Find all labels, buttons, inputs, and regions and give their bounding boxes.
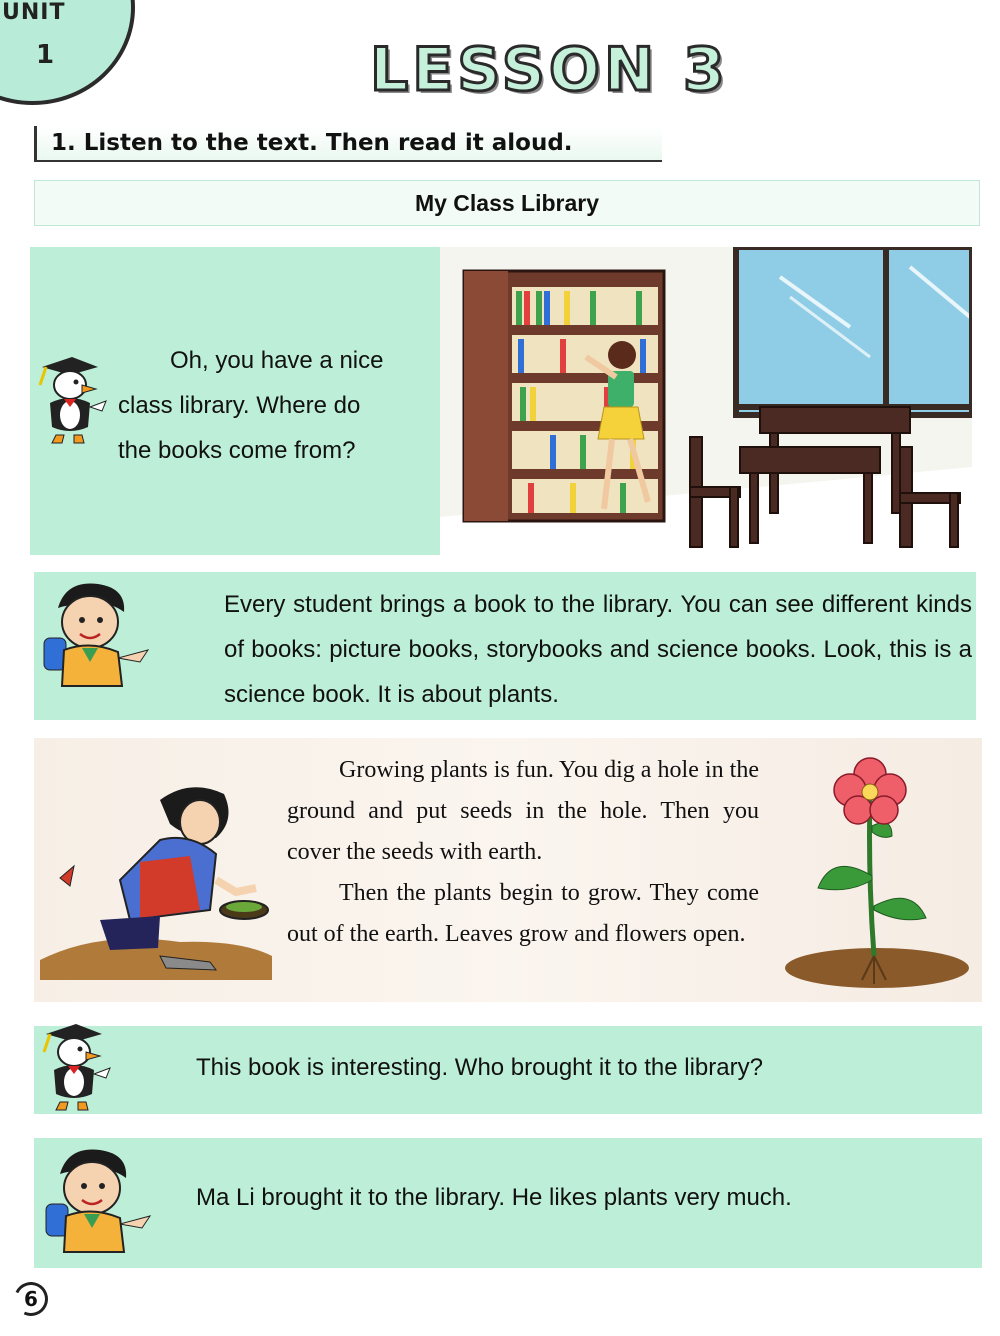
boy-speech-1: [172, 582, 972, 717]
boy-speech-1-text: Every student brings a book to the library. You can see different kinds of books: picture books, storybooks and science books. Look, this is a science book. It is about plants.: [224, 591, 972, 708]
plants-paragraph-1: Growing plants is fun. You dig a hole in the ground and put seeds in the hole. Then you cover the seeds with earth.: [287, 757, 759, 865]
duck-speech-1-line-2: class library. Where do: [118, 392, 361, 419]
unit-number: 1: [36, 40, 55, 70]
flower-icon: [782, 756, 972, 988]
plants-reading-text: [287, 750, 759, 955]
duck-speech-2: This book is interesting. Who brought it to the library?: [196, 1054, 763, 1081]
story-title: My Class Library: [414, 190, 600, 216]
page-number-text: 6: [24, 1287, 38, 1312]
duck-speech-1: [118, 338, 438, 473]
duck-speech-1-line-1: Oh, you have a nice: [170, 347, 384, 374]
instruction-bar: [34, 126, 662, 162]
unit-label: UNIT: [2, 0, 66, 25]
library-scene-drawing: [440, 247, 972, 552]
duck-speech-1-line-3: the books come from?: [118, 437, 356, 464]
instruction-text: 1. Listen to the text. Then read it aloud.: [51, 130, 573, 156]
story-title-bar: [34, 180, 980, 226]
library-scene-illustration: [440, 247, 972, 552]
boy-student-icon: [36, 578, 160, 690]
girl-planting-icon: [40, 770, 272, 980]
boy-speech-2: Ma Li brought it to the library. He likes plants very much.: [196, 1184, 792, 1211]
boy-student-icon: [38, 1144, 162, 1256]
plants-paragraph-2: Then the plants begin to grow. They come out of the earth. Leaves grow and flowers open.: [287, 880, 759, 947]
lesson-title: LESSON 3: [370, 35, 729, 105]
duck-graduate-icon: [36, 1022, 116, 1114]
page-number: [9, 1277, 53, 1321]
duck-graduate-icon: [32, 355, 112, 447]
